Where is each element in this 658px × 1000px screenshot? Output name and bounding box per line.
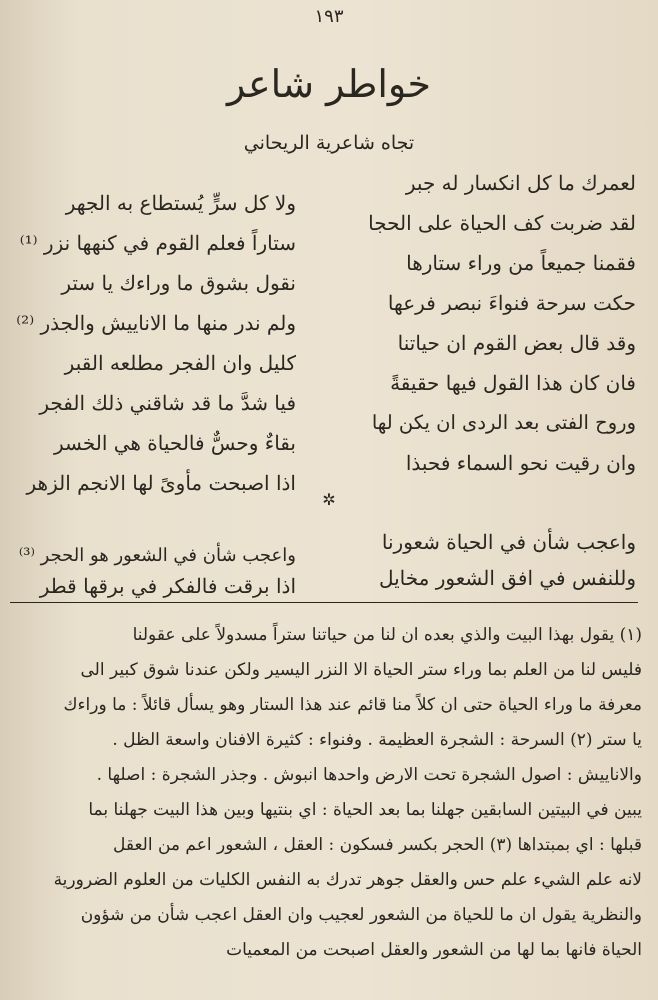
verse-first-hemistich: فقمنا جميعاً من وراء ستارها	[406, 251, 636, 275]
verse-second-hemistich: نقول بشوق ما وراءك يا ستر	[61, 271, 296, 295]
stanza-separator-star: ✲	[322, 490, 336, 509]
verse-first-hemistich: لقد ضربت كف الحياة على الحجا	[368, 211, 636, 235]
verse-first-hemistich: لعمرك ما كل انكسار له جبر	[405, 171, 636, 195]
footnote-line: يبين في البيتين السابقين جهلنا بما بعد الحياة : اي بنتيها وبين هذا البيت جهلنا بما	[88, 800, 642, 820]
footnote-line: معرفة ما وراء الحياة حتى ان كلاً منا قائم عند هذا الستار وهو يسأل قائلاً : ما وراءك	[63, 695, 642, 715]
poem-subtitle: تجاه شاعرية الريحاني	[243, 132, 415, 154]
verse-second-hemistich: ولا كل سرٍّ يُستطاع به الجهر	[65, 191, 296, 215]
verse-first-hemistich: وللنفس في افق الشعور مخايل	[378, 566, 636, 590]
verse-second-hemistich: واعجب شأن في الشعور هو الحجر ⁽³⁾	[18, 545, 296, 566]
verse-second-hemistich: بقاءٌ وحسٌّ فالحياة هي الخسر	[53, 431, 296, 455]
footnote-line: والنظرية يقول ان ما للحياة من الشعور لعجيب وان العقل اعجب شأن من شؤون	[80, 905, 642, 925]
verse-second-hemistich: ستاراً فعلم القوم في كنهها نزر ⁽¹⁾	[19, 231, 296, 255]
verse-second-hemistich: اذا اصبحت مأوىً لها الانجم الزهر	[26, 471, 296, 495]
footnote-line: فليس لنا من العلم بما وراء ستر الحياة الا النزر اليسير ولكن عندنا شوق كبير الى	[80, 660, 642, 680]
verse-second-hemistich: كليل وان الفجر مطلعه القبر	[64, 351, 296, 375]
footnote-divider	[10, 602, 638, 603]
footnote-line: لانه علم الشيء علم حس والعقل جوهر تدرك به النفس الكليات من العلوم الضرورية	[53, 870, 642, 890]
footnote-line: قبلها : اي بمبتداها (٣) الحجر بكسر فسكون : العقل ، الشعور اعم من العقل	[112, 835, 642, 855]
page-number: ١٩٣	[314, 6, 344, 27]
verse-first-hemistich: واعجب شأن في الحياة شعورنا	[381, 530, 636, 554]
verse-second-hemistich: ولم ندر منها ما الاناييش والجذر ⁽²⁾	[16, 311, 296, 335]
footnote-line: (١) يقول بهذا البيت والذي بعده ان لنا من حياتنا ستراً مسدولاً على عقولنا	[132, 625, 642, 645]
footnote-line: والاناييش : اصول الشجرة تحت الارض واحدها انبوش . وجذر الشجرة : اصلها .	[96, 765, 642, 785]
verse-first-hemistich: وان رقيت نحو السماء فحبذا	[405, 451, 636, 475]
verse-first-hemistich: فان كان هذا القول فيها حقيقةً	[390, 371, 636, 395]
verse-first-hemistich: وروح الفتى بعد الردى ان يكن لها	[371, 411, 636, 434]
verse-second-hemistich: اذا برقت فالفكر في برقها قطر	[39, 574, 296, 598]
footnote-line: الحياة فانها بما لها من الشعور والعقل اصبحت من المعميات	[226, 940, 642, 960]
verse-first-hemistich: وقد قال بعض القوم ان حياتنا	[397, 331, 636, 355]
footnote-line: يا ستر (٢) السرحة : الشجرة العظيمة . وفنواء : كثيرة الافنان واسعة الظل .	[112, 730, 642, 750]
verse-first-hemistich: حكت سرحة فنواءَ نبصر فرعها	[387, 291, 636, 315]
verse-second-hemistich: فيا شدَّ ما قد شاقني ذلك الفجر	[39, 391, 296, 415]
poem-title: خواطر شاعر	[226, 62, 432, 106]
